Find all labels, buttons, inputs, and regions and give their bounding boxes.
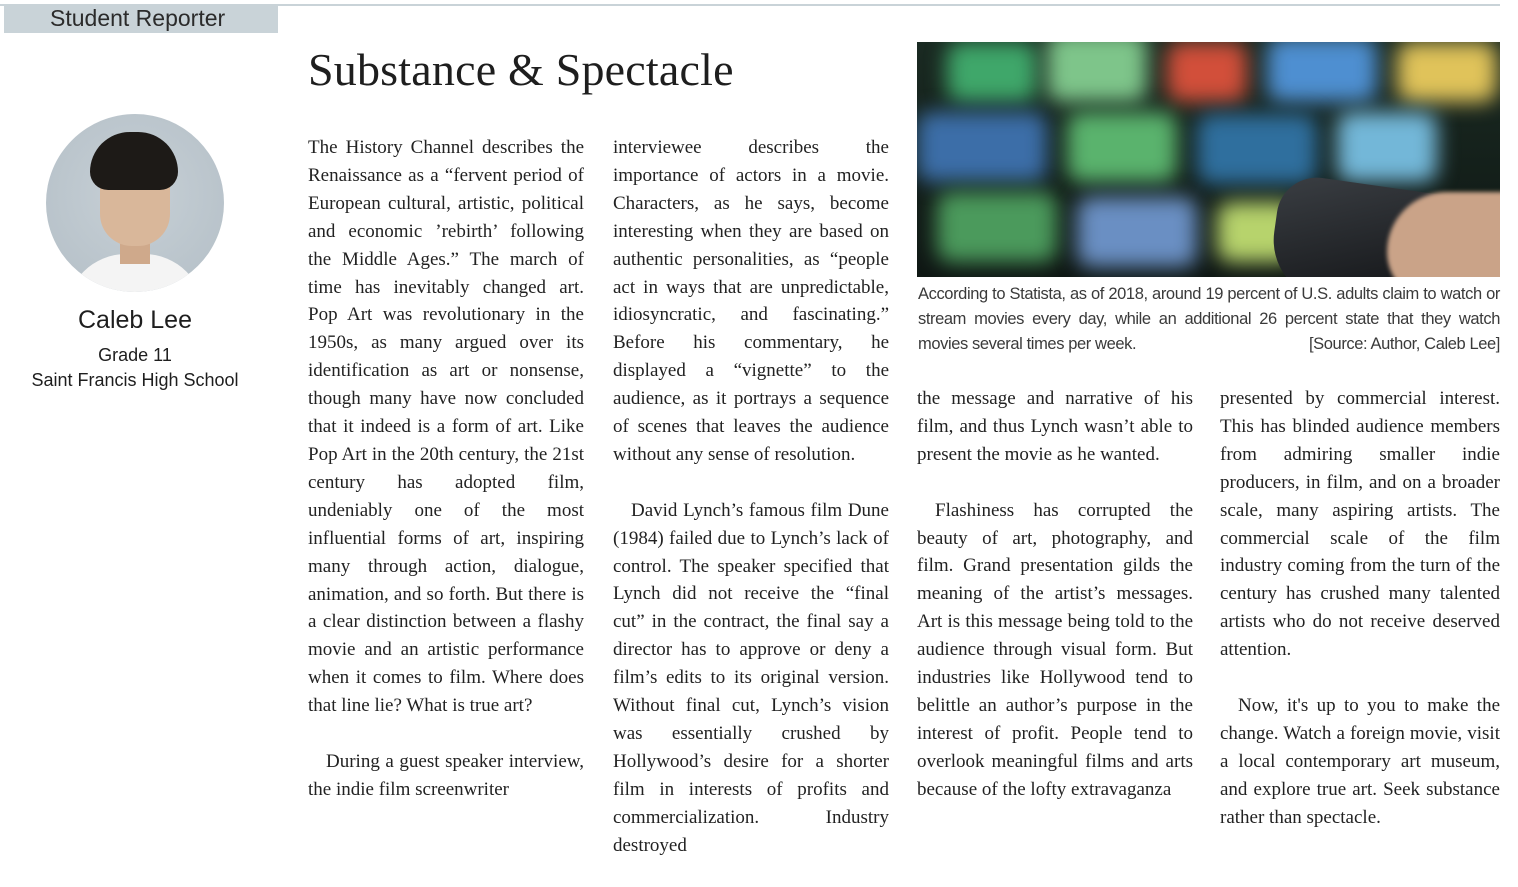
caption-source: [Source: Author, Caleb Lee] xyxy=(1308,335,1500,353)
paragraph: presented by commercial interest. This has blinded audience members from admiring smaller indie producers, in film, and on a broader scale, many aspiring artists. The commercial scale of the film industry coming from the turn of the century has crushed many talented artists who do not receive deserved attention. xyxy=(1220,388,1500,661)
paragraph: the message and narrative of his film, and thus Lynch wasn’t able to present the movie as he wanted. xyxy=(917,388,1193,465)
author-name: Caleb Lee xyxy=(78,306,192,334)
author-grade: Grade 11 xyxy=(98,345,172,365)
photo-caption xyxy=(918,282,1500,357)
caption-text: According to Statista, as of 2018, around 19 percent of U.S. adults claim to watch or stream movies every day, while an additional 26 percent state that they watch movies several times per week. xyxy=(918,285,1500,353)
article-column-1 xyxy=(308,134,584,832)
paragraph: During a guest speaker interview, the indie film screenwriter xyxy=(308,750,584,800)
article-column-2 xyxy=(613,134,889,887)
paragraph: Now, it's up to you to make the change. Watch a foreign movie, visit a local contemporary art museum, and explore true art. Seek substance rather than spectacle. xyxy=(1220,694,1500,828)
author-avatar xyxy=(46,114,224,292)
article-photo xyxy=(917,42,1500,277)
paragraph: interviewee describes the importance of actors in a movie. Characters, as he says, become interesting when they are based on authentic personalities, as “people act in ways that are unpredictable, idiosyncratic, and fascinating.” Before his commentary, he displayed a “vignette” to the audience, as it portrays a sequence of scenes that leaves the audience without any sense of resolution. xyxy=(613,137,889,465)
headline: Substance & Spectacle xyxy=(308,44,734,95)
article-column-4 xyxy=(1220,385,1500,859)
author-school: Saint Francis High School xyxy=(31,370,239,390)
author-box xyxy=(0,114,270,393)
paragraph: Flashiness has corrupted the beauty of art, photography, and film. Grand presentation gilds the meaning of the artist’s messages. Art is this message being told to the audience through visual form. But industries like Hollywood tend to belittle an author’s purpose in the interest of profit. People tend to overlook meaningful films and arts because of the lofty extravaganza xyxy=(917,499,1193,800)
paragraph: David Lynch’s famous film Dune (1984) failed due to Lynch’s lack of control. The speaker specified that Lynch did not receive the “final cut” in the contract, the final say a director has to approve or deny a film’s edits to its original version. Without final cut, Lynch’s vision was essentially crushed by Hollywood’s desire for a shorter film in interests of profits and commercialization. Industry destroyed xyxy=(613,499,889,856)
article-column-3 xyxy=(917,385,1193,831)
section-label: Student Reporter xyxy=(4,4,278,33)
paragraph: The History Channel describes the Renaissance as a “fervent period of European cultural, artistic, political and economic ’rebirth’ following the Middle Ages.” The march of time has inevitably changed art. Pop Art was revolutionary in the 1950s, as many argued over its identification as art or nonsense, though many have now concluded that it indeed is a form of art. Like Pop Art in the 20th century, the 21st century has adopted film, undeniably one of the most influential forms of art, inspiring many through action, dialogue, animation, and so forth. But there is a clear distinction between a flashy movie and an artistic performance when it comes to film. Where does that line lie? What is true art? xyxy=(308,137,584,717)
